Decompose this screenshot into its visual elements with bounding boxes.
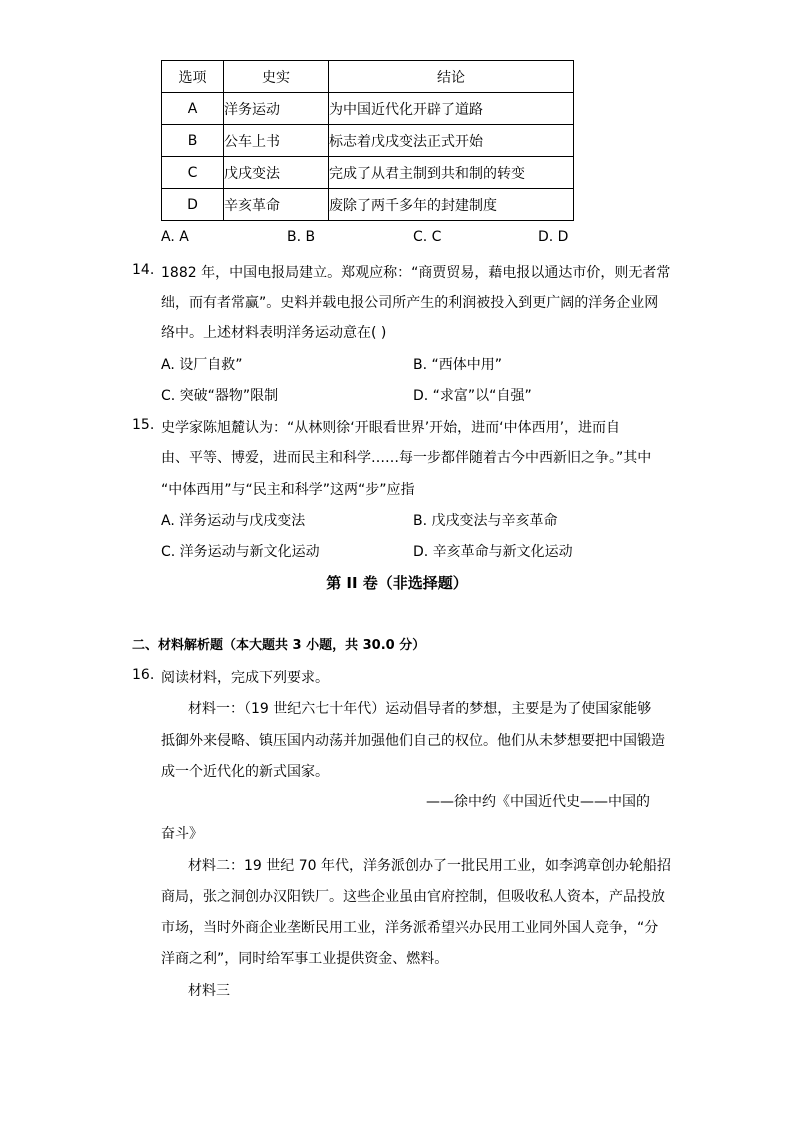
q14-stem-line: 络中。上述材料表明洋务运动意在( ) (161, 325, 387, 341)
q14-stem-line: 绌，而有者常赢”。史料并载电报公司所产生的利润被投入到更广阔的洋务企业网 (161, 295, 659, 311)
q13-option-b[interactable]: B. B (287, 229, 316, 245)
table-header-cell: 史实 (224, 61, 329, 93)
q16-intro: 阅读材料，完成下列要求。 (161, 670, 329, 686)
table-cell: C (162, 157, 224, 189)
q13-option-d[interactable]: D. D (538, 229, 569, 245)
table-cell: 洋务运动 (224, 93, 329, 125)
material-1-source: ——徐中约《中国近代史——中国的 (426, 794, 650, 810)
table-cell: B (162, 125, 224, 157)
table-cell: 完成了从君主制到共和制的转变 (329, 157, 574, 189)
q15-number: 15. (132, 417, 155, 433)
table-cell: 公车上书 (224, 125, 329, 157)
table-row (162, 125, 574, 157)
material-2-line: 商局，张之洞创办汉阳铁厂。这些企业虽由官府控制，但吸收私人资本，产品投放 (161, 889, 665, 905)
q14-number: 14. (132, 262, 155, 278)
table-cell: D (162, 189, 224, 221)
q15-stem-line: 由、平等、博爱，进而民主和科学……每一步都伴随着古今中西新旧之争。”其中 (161, 450, 652, 466)
table-cell: 辛亥革命 (224, 189, 329, 221)
q15-option-c[interactable]: C. 洋务运动与新文化运动 (161, 544, 320, 560)
material-2-line: 市场，当时外商企业垄断民用工业，洋务派希望兴办民用工业同外国人竞争，“分 (161, 920, 659, 936)
table-row (162, 189, 574, 221)
q15-stem-line: “中体西用”与“民主和科学”这两“步”应指 (161, 482, 415, 498)
q15-stem-line: 史学家陈旭麓认为：“从林则徐‘开眼看世界’开始，进而‘中体西用’，进而自 (161, 420, 621, 436)
q14-option-b[interactable]: B. “西体中用” (413, 357, 503, 373)
q14-stem-line: 1882 年，中国电报局建立。郑观应称：“商贾贸易，藉电报以通达市价，则无者常 (161, 265, 671, 281)
section-title: 第 II 卷（非选择题） (326, 574, 468, 592)
answer-table (161, 60, 574, 221)
table-row (162, 157, 574, 189)
table-row (162, 93, 574, 125)
material-1-line: 成一个近代化的新式国家。 (161, 764, 329, 780)
table-cell: 标志着戊戌变法正式开始 (329, 125, 574, 157)
material-2-line: 材料二：19 世纪 70 年代，洋务派创办了一批民用工业，如李鸿章创办轮船招 (188, 858, 671, 874)
table-header-cell: 选项 (162, 61, 224, 93)
material-1-line: 抵御外来侵略、镇压国内动荡并加强他们自己的权位。他们从未梦想要把中国锻造 (161, 733, 665, 749)
table-cell: 戊戌变法 (224, 157, 329, 189)
table-cell: 废除了两千多年的封建制度 (329, 189, 574, 221)
q16-number: 16. (132, 667, 155, 683)
q14-option-a[interactable]: A. 设厂自救” (161, 357, 243, 373)
q15-option-d[interactable]: D. 辛亥革命与新文化运动 (413, 544, 573, 560)
part-header: 二、材料解析题（本大题共 3 小题，共 30.0 分） (132, 638, 426, 653)
table-header-row (162, 61, 574, 93)
q13-option-a[interactable]: A. A (161, 229, 189, 245)
q15-option-b[interactable]: B. 戊戌变法与辛亥革命 (413, 513, 558, 529)
table-cell: A (162, 93, 224, 125)
material-2-line: 洋商之利”，同时给军事工业提供资金、燃料。 (161, 951, 449, 967)
table-cell: 为中国近代化开辟了道路 (329, 93, 574, 125)
material-1-source-cont: 奋斗》 (161, 826, 203, 842)
table-header-cell: 结论 (329, 61, 574, 93)
q14-option-d[interactable]: D. “求富”以“自强” (413, 388, 532, 404)
material-1-line: 材料一：（19 世纪六七十年代）运动倡导者的梦想，主要是为了使国家能够 (188, 701, 652, 717)
q13-option-c[interactable]: C. C (413, 229, 442, 245)
q14-option-c[interactable]: C. 突破“器物”限制 (161, 388, 279, 404)
material-3-label: 材料三 (188, 983, 230, 999)
q15-option-a[interactable]: A. 洋务运动与戊戌变法 (161, 513, 306, 529)
